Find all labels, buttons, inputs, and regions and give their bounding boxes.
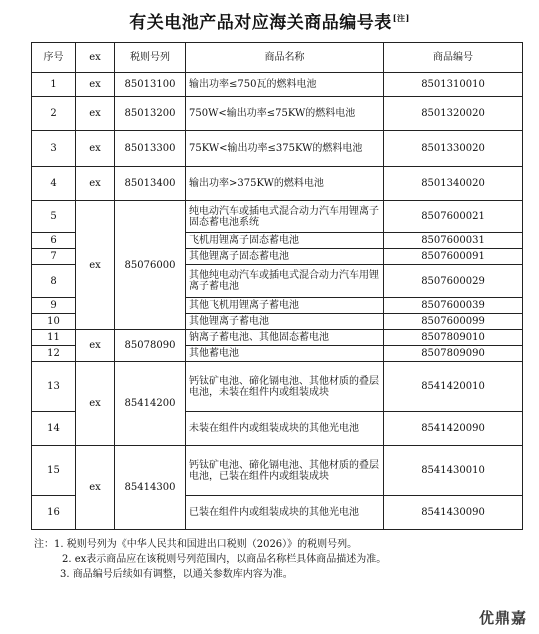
page-title (0, 8, 539, 33)
cell-code: 8541420010 (384, 362, 523, 412)
cell-code: 8507600099 (384, 314, 523, 330)
cell-code: 8507809010 (384, 330, 523, 346)
cell-name: 其他飞机用锂离子蓄电池 (186, 298, 384, 314)
cell-tariff: 85078090 (115, 330, 186, 362)
note-2: 2. ex表示商品应在该税则号列范围内，以商品名称栏具体商品描述为准。 (62, 554, 387, 565)
footnotes (34, 537, 386, 582)
cell-code: 8507600039 (384, 298, 523, 314)
header-code: 商品编号 (384, 43, 523, 73)
cell-code: 8507600031 (384, 233, 523, 249)
cell-code: 8501340020 (384, 167, 523, 201)
cell-seq: 5 (32, 201, 76, 233)
cell-name: 输出功率≤750瓦的燃料电池 (186, 73, 384, 97)
cell-seq: 7 (32, 249, 76, 265)
title-note-marker: [注] (392, 13, 410, 24)
cell-code: 8507600029 (384, 265, 523, 298)
cell-tariff: 85013300 (115, 131, 186, 167)
header-seq: 序号 (32, 43, 76, 73)
cell-code: 8507809090 (384, 346, 523, 362)
table-row (32, 131, 523, 167)
table-row (32, 330, 523, 346)
cell-tariff: 85414200 (115, 362, 186, 446)
table-row (32, 201, 523, 233)
cell-name: 钙钛矿电池、碲化镉电池、其他材质的叠层电池，未装在组件内或组装成块 (186, 362, 384, 412)
cell-seq: 2 (32, 97, 76, 131)
cell-code: 8501330020 (384, 131, 523, 167)
header-tariff: 税则号列 (115, 43, 186, 73)
cell-seq: 9 (32, 298, 76, 314)
cell-code: 8501320020 (384, 97, 523, 131)
cell-name: 已装在组件内或组装成块的其他光电池 (186, 496, 384, 530)
cell-tariff: 85414300 (115, 446, 186, 530)
cell-name: 飞机用锂离子固态蓄电池 (186, 233, 384, 249)
cell-seq: 12 (32, 346, 76, 362)
cell-ex: ex (76, 330, 115, 362)
cell-code: 8541420090 (384, 412, 523, 446)
cell-code: 8507600021 (384, 201, 523, 233)
cell-seq: 8 (32, 265, 76, 298)
cell-ex: ex (76, 97, 115, 131)
table-row (32, 167, 523, 201)
cell-ex: ex (76, 446, 115, 530)
cell-tariff: 85013100 (115, 73, 186, 97)
cell-code: 8541430090 (384, 496, 523, 530)
table-row (32, 73, 523, 97)
battery-code-table (31, 42, 523, 530)
cell-name: 其他锂离子固态蓄电池 (186, 249, 384, 265)
cell-ex: ex (76, 131, 115, 167)
title-text: 有关电池产品对应海关商品编号表 (129, 13, 392, 33)
cell-name: 输出功率>375KW的燃料电池 (186, 167, 384, 201)
cell-name: 未装在组件内或组装成块的其他光电池 (186, 412, 384, 446)
cell-seq: 3 (32, 131, 76, 167)
table-row (32, 362, 523, 412)
table-row (32, 97, 523, 131)
header-ex: ex (76, 43, 115, 73)
note-3: 3. 商品编号后续如有调整，以通关参数库内容为准。 (60, 569, 293, 580)
cell-ex: ex (76, 362, 115, 446)
cell-seq: 16 (32, 496, 76, 530)
cell-tariff: 85013200 (115, 97, 186, 131)
cell-ex: ex (76, 201, 115, 330)
cell-seq: 13 (32, 362, 76, 412)
cell-seq: 6 (32, 233, 76, 249)
cell-code: 8541430010 (384, 446, 523, 496)
cell-name: 750W<输出功率≤75KW的燃料电池 (186, 97, 384, 131)
cell-seq: 4 (32, 167, 76, 201)
header-name: 商品名称 (186, 43, 384, 73)
cell-seq: 10 (32, 314, 76, 330)
table-header-row (32, 43, 523, 73)
cell-name: 其他锂离子蓄电池 (186, 314, 384, 330)
cell-ex: ex (76, 167, 115, 201)
cell-name: 纯电动汽车或插电式混合动力汽车用锂离子固态蓄电池系统 (186, 201, 384, 233)
cell-seq: 11 (32, 330, 76, 346)
cell-ex: ex (76, 73, 115, 97)
note-1: 注：1. 税则号列为《中华人民共和国进出口税则（2026）》的税则号列。 (34, 539, 358, 550)
cell-tariff: 85013400 (115, 167, 186, 201)
cell-name: 其他纯电动汽车或插电式混合动力汽车用锂离子蓄电池 (186, 265, 384, 298)
cell-name: 钙钛矿电池、碲化镉电池、其他材质的叠层电池，已装在组件内或组装成块 (186, 446, 384, 496)
watermark-logo: 优鼎嘉 (478, 609, 527, 627)
cell-seq: 14 (32, 412, 76, 446)
cell-name: 其他蓄电池 (186, 346, 384, 362)
cell-code: 8501310010 (384, 73, 523, 97)
cell-seq: 1 (32, 73, 76, 97)
cell-code: 8507600091 (384, 249, 523, 265)
cell-name: 75KW<输出功率≤375KW的燃料电池 (186, 131, 384, 167)
cell-name: 钠离子蓄电池、其他固态蓄电池 (186, 330, 384, 346)
cell-tariff: 85076000 (115, 201, 186, 330)
table-row (32, 446, 523, 496)
cell-seq: 15 (32, 446, 76, 496)
